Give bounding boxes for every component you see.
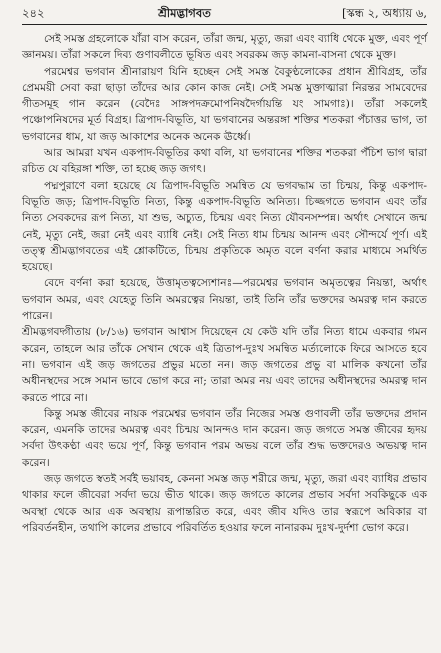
paragraph-7: কিন্তু সমস্ত জীবের নায়ক পরমেশ্বর ভগবান তাঁর নিজের সমস্ত গুণাবলী তাঁর ভক্তদের প্রদান করেন, এমনকি তাদের অমরত্ব এবং চিন্ময় আনন্দও দান করেন। জড় জগতে সমস্ত জীবের হৃদয় সর্বদা উৎকণ্ঠা এবং ভয়ে পূর্ণ, কিন্তু ভগবান পরম অভয় বলে তাঁর শুদ্ধ ভক্তদেরও অভয়ত্ব দান করেন।: [22, 407, 427, 469]
paragraph-4: পদ্মপুরাণে বলা হয়েছে যে ত্রিপাদ-বিভূতি সমন্বিত যে ভগবদ্ধাম তা চিন্ময়, কিন্তু একপাদ-বিভূতি জড়; ত্রিপাদ-বিভূতি নিত্য, কিন্তু একপাদ-বিভূতি অনিত্য। চিজ্জগতে ভগবান এবং তাঁর নিত্য সেবকদের রূপ নিত্য, যা শুভ, অচ্যুত, চিন্ময় এবং নিত্য যৌবনসম্পন্ন। অর্থাৎ সেখানে জন্ম নেই, মৃত্যু নেই, জরা নেই এবং ব্যাধি নেই। সেই নিত্য ধাম চিন্ময় আনন্দ এবং সৌন্দর্যে পূর্ণ। এই তত্ত্ব শ্রীমদ্ভাগবতের এই শ্লোকটিতে, চিন্ময় প্রকৃতিকে অমৃত বলে বর্ণনা করার মাধ্যমে সমর্থিত হয়েছে।: [22, 179, 427, 274]
paragraph-2: পরমেশ্বর ভগবান শ্রীনারায়ণ যিনি হচ্ছেন সেই সমস্ত বৈকুণ্ঠলোকের প্রধান শ্রীবিগ্রহ, তাঁর প্রেমময়ী সেবা করা ছাড়া তাঁদের আর কোন কাজ নেই। সেই সমস্ত মুক্তাত্মারা নিরন্তর সামবেদের গীতসমূহ গান করেন (বেদৈঃ সাঙ্গপদক্রমোপনিষদৈর্গায়ন্তি যং সামগাঃ)। তাঁরা সকলেই পঞ্চোপনিষদের মূর্ত বিগ্রহ। ত্রিপাদ-বিভূতি, যা ভগবানের অন্তরঙ্গা শক্তির শতকরা পঁচাত্তর ভাগ, তা ভগবানের ধাম, যা জড় আকাশের অনেক অনেক ঊর্ধ্বে।: [22, 65, 427, 143]
paragraph-6: শ্রীমদ্ভগবদ্গীতায় (৮/১৬) ভগবান আশ্বাস দিয়েছেন যে কেউ যদি তাঁর নিত্য ধামে একবার গমন করেন, তাহলে আর তাঁকে সেখান থেকে এই ত্রিতাপ-দুঃখ সমন্বিত মর্ত্যলোকে ফিরে আসতে হবে না। ভগবান এই জড় জগতের প্রভুর মতো নন। জড় জগতের প্রভু বা মালিক কখনো তাঁর অধীনস্থদের সঙ্গে সমান ভাবে ভোগ করে না; তারা অমর নয় এবং তাদের অধীনস্থদের অমরত্ব দান করতে পারে না।: [22, 326, 427, 404]
paragraph-5: বেদে বর্ণনা করা হয়েছে, উত্তামৃতত্বস্যেশানঃ—পরমেশ্বর ভগবান অমৃতত্বের নিয়ন্তা, অর্থাৎ ভগবান অমর, এবং যেহেতু তিনি অমরত্বের নিয়ন্তা, তাই তিনি তাঁর ভক্তদের অমরত্ব দান করতে পারেন।: [22, 277, 427, 323]
page-body: [22, 31, 427, 536]
section-reference: [স্কন্ধ ২, অধ্যায় ৬,: [342, 6, 427, 20]
paragraph-1: সেই সমস্ত গ্রহলোকে যাঁরা বাস করেন, তাঁরা জন্ম, মৃত্যু, জরা এবং ব্যাধি থেকে মুক্ত, এবং পূর্ণ জ্ঞানময়। তাঁরা সকলে দিব্য গুণাবলীতে ভূষিত এবং সবরকম জড় কামনা-বাসনা থেকে মুক্ত।: [22, 33, 427, 62]
paragraph-8: জড় জগতে স্বতই সর্বই ভয়াবহ, কেননা সমস্ত জড় শরীরে জন্ম, মৃত্যু, জরা এবং ব্যাধির প্রভাব থাকার ফলে জীবেরা সর্বদা ভয়ে ভীত থাকে। জড় জগতে কালের প্রভাব সর্বদা সবকিছুকে এক অবস্থা থেকে আর এক অবস্থায় রূপান্তরিত করে, এবং জীব যদিও তার স্বরূপে অবিকার বা পরিবর্তনহীন, তথাপি কালের প্রভাবে পরিবর্তিত হওয়ার ফলে নানারকম দুঃখ-দুর্দশা ভোগ করে।: [22, 473, 427, 534]
paragraph-3: আর আমরা যখন একপাদ-বিভূতির কথা বলি, যা ভগবানের শক্তির শতকরা পঁচিশ ভাগ দ্বারা রচিত যে বহিরঙ্গা শক্তি, তা হচ্ছে জড় জগৎ।: [22, 147, 427, 176]
running-title: শ্রীমদ্ভাগবত: [158, 6, 211, 20]
page-header: [22, 6, 427, 25]
page-number: ২৪২: [22, 6, 45, 20]
